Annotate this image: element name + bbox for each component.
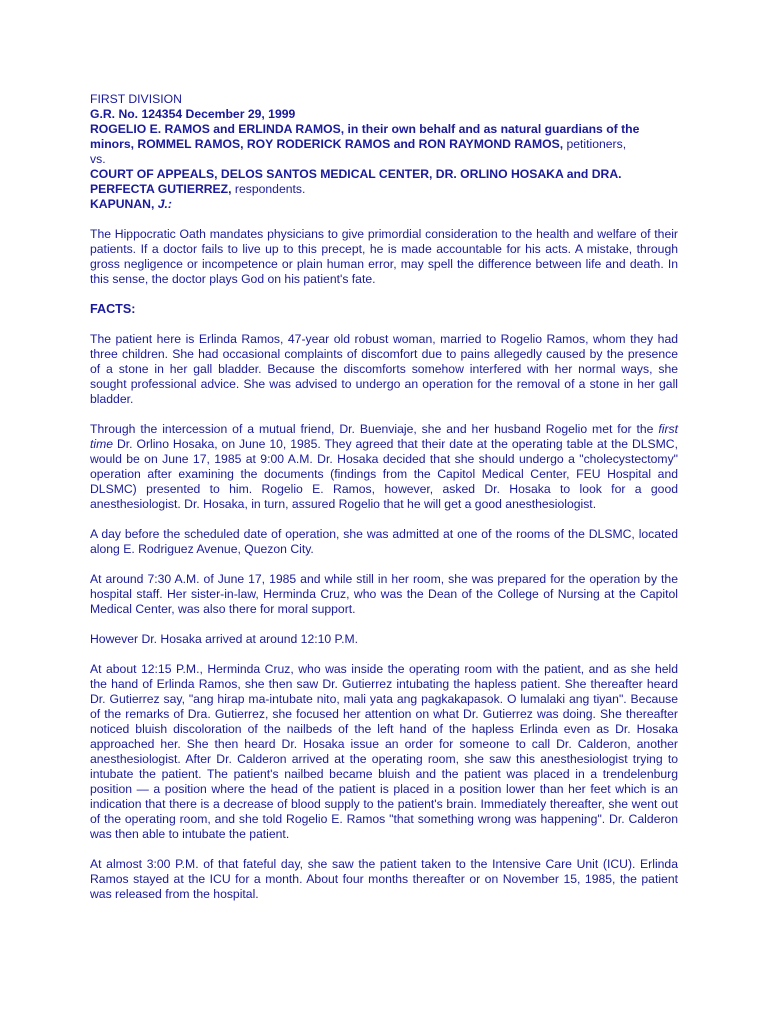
facts-paragraph-2-rest: Dr. Orlino Hosaka, on June 10, 1985. They agreed that their date at the operating table at the DLSMC, would be on June 17, 1985 at 9:00 A.M. Dr. Hosaka decided that she should undergo a "cholecystectomy" operation after examining the documents (findings from the Capitol Medical Center, FEU Hospital and DLSMC) presented to him. Rogelio E. Ramos, however, asked Dr. Hosaka to look for a good anesthesiologist. Dr. Hosaka, in turn, assured Rogelio that he will get a good anesthesiologist. (90, 437, 678, 511)
facts-paragraph-5: However Dr. Hosaka arrived at around 12:10 P.M. (90, 632, 359, 646)
ponente-name: KAPUNAN, (90, 197, 158, 211)
intro-paragraph: The Hippocratic Oath mandates physicians to give primordial consideration to the health and welfare of their patients. If a doctor fails to live up to this precept, he is made accountable for his acts. A mistake, through gross negligence or incompetence or plain human error, may spell the difference between life and death. In this sense, the doctor plays God on his patient's fate. (90, 227, 678, 286)
decision-document (90, 92, 678, 917)
facts-paragraph-4: At around 7:30 A.M. of June 17, 1985 and while still in her room, she was prepared for the operation by the hospital staff. Her sister-in-law, Herminda Cruz, who was the Dean of the College of Nursing at the Capitol Medical Center, was also there for moral support. (90, 572, 678, 616)
facts-paragraph-1: The patient here is Erlinda Ramos, 47-year old robust woman, married to Rogelio Ramos, whom they had three children. She had occasional complaints of discomfort due to pains allegedly caused by the presence of a stone in her gall bladder. Because the discomforts somehow interfered with her normal ways, she sought professional advice. She was advised to undergo an operation for the removal of a stone in her gall bladder. (90, 332, 678, 406)
petitioners-role: petitioners, (563, 137, 627, 151)
case-number: G.R. No. 124354 December 29, 1999 (90, 107, 296, 121)
petitioners-names: ROGELIO E. RAMOS and ERLINDA RAMOS, in their own behalf and as natural guardians of the minors, ROMMEL RAMOS, ROY RODERICK RAMOS and RON RAYMOND RAMOS, (90, 122, 640, 151)
facts-paragraph-2-start: Through the intercession of a mutual friend, Dr. Buenviaje, she and her husband Rogelio met for the (90, 422, 659, 436)
facts-paragraph-2-emphasis: first time (90, 422, 678, 451)
facts-paragraph-6: At about 12:15 P.M., Herminda Cruz, who was inside the operating room with the patient, and as she held the hand of Erlinda Ramos, she then saw Dr. Gutierrez intubating the hapless patient. She thereafter heard Dr. Gutierrez say, "ang hirap ma-intubate nito, mali yata ang pagkakapasok. O lumalaki ang tiyan". Because of the remarks of Dra. Gutierrez, she focused her attention on what Dr. Gutierrez was doing. She thereafter noticed bluish discoloration of the nailbeds of the left hand of the hapless Erlinda even as Dr. Hosaka approached her. She then heard Dr. Hosaka issue an order for someone to call Dr. Calderon, another anesthesiologist. After Dr. Calderon arrived at the operating room, she saw this anesthesiologist trying to intubate the patient. The patient's nailbed became bluish and the patient was placed in a trendelenburg position — a position where the head of the patient is placed in a position lower than her feet which is an indication that there is a decrease of blood supply to the patient's brain. Immediately thereafter, she went out of the operating room, and she told Rogelio E. Ramos "that something wrong was happening". Dr. Calderon was then able to intubate the patient. (90, 662, 678, 841)
petitioners-line (90, 122, 678, 152)
versus-label: vs. (90, 152, 106, 166)
respondents-names: COURT OF APPEALS, DELOS SANTOS MEDICAL CENTER, DR. ORLINO HOSAKA and DRA. PERFECTA GUTIERREZ, (90, 167, 622, 196)
facts-paragraph-7: At almost 3:00 P.M. of that fateful day, she saw the patient taken to the Intensive Care Unit (ICU). Erlinda Ramos stayed at the ICU for a month. About four months thereafter or on November 15, 1985, the patient was released from the hospital. (90, 857, 678, 901)
respondents-role: respondents. (231, 182, 306, 196)
case-header (90, 92, 678, 212)
respondents-line (90, 167, 678, 197)
facts-paragraph-2 (90, 422, 678, 512)
division-label: FIRST DIVISION (90, 92, 182, 106)
facts-heading: FACTS: (90, 302, 136, 316)
facts-paragraph-3: A day before the scheduled date of operation, she was admitted at one of the rooms of the DLSMC, located along E. Rodriguez Avenue, Quezon City. (90, 527, 678, 556)
ponente-title: J.: (157, 197, 172, 211)
ponente-line (90, 197, 678, 212)
